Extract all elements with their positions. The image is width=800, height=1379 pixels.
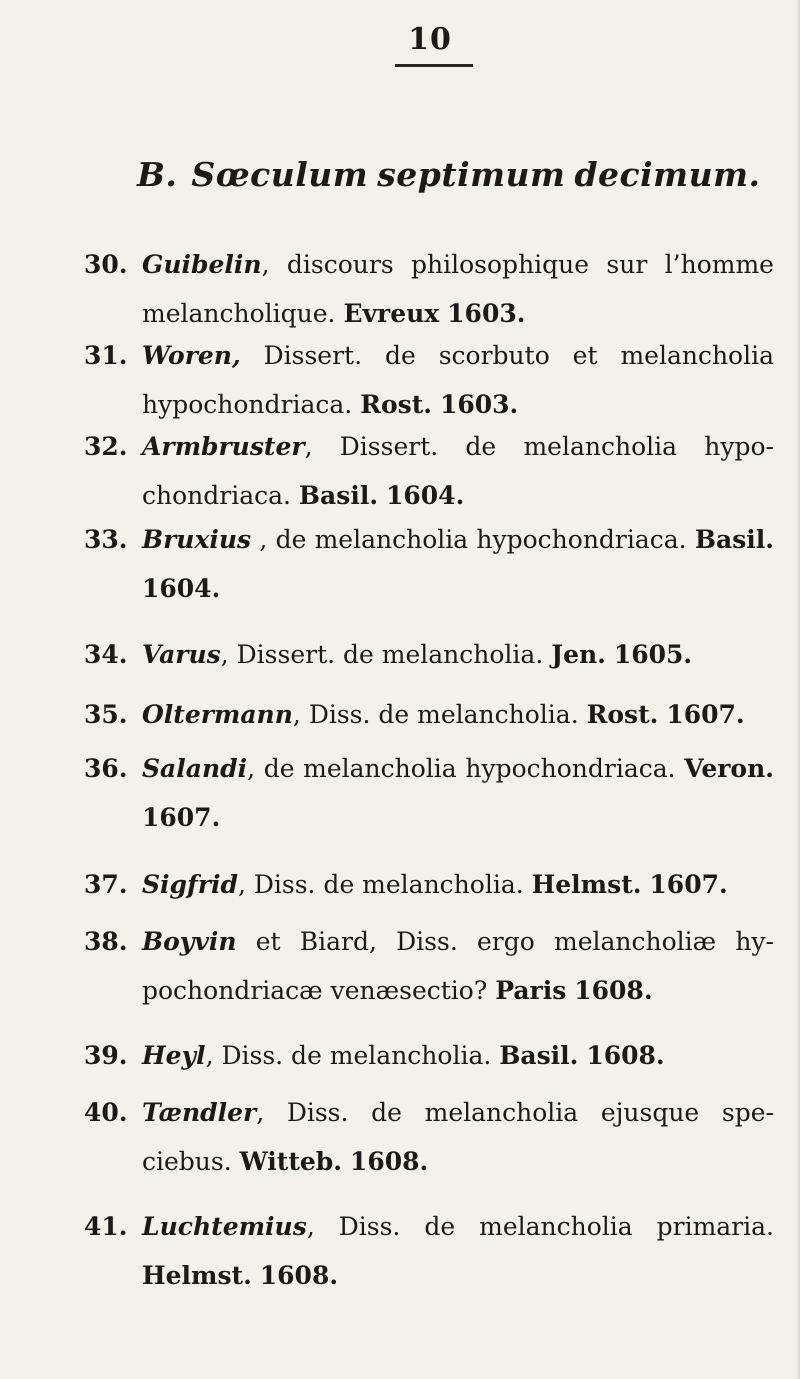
entry-title: de melancholia hypochondriaca. bbox=[275, 525, 687, 554]
entry-title: Dissert. de scorbuto et melancholia hypochondriaca. bbox=[142, 341, 774, 419]
entry-year: 1603. bbox=[439, 390, 519, 419]
entry-title: Diss. de melancholia primaria. bbox=[338, 1212, 774, 1241]
entry-number: 32. bbox=[84, 432, 128, 461]
bibliography-entry: 37. Sigfrid, Diss. de melancholia. Helmst. 1607. bbox=[84, 860, 774, 909]
entry-author: Guibelin bbox=[142, 250, 262, 279]
entry-author: Salandi bbox=[142, 754, 248, 783]
bibliography-entry: 41. Luchtemius, Diss. de melancholia primaria. Helmst. 1608. bbox=[84, 1202, 774, 1300]
entry-number: 40. bbox=[84, 1098, 128, 1127]
entry-place: Witteb. bbox=[239, 1147, 342, 1176]
entry-author: Varus bbox=[142, 640, 221, 669]
entry-year: 1605. bbox=[613, 640, 693, 669]
section-letter: B. bbox=[137, 155, 178, 194]
bibliography-entry: 36. Salandi, de melancholia hypochondriaca. Veron. 1607. bbox=[84, 744, 774, 842]
entry-title: et Biard, Diss. ergo melancholiæ hy-pochondriacæ venæsectio? bbox=[142, 927, 774, 1005]
entry-title: Diss. de melancholia. bbox=[221, 1041, 492, 1070]
entry-author: Luchtemius bbox=[142, 1212, 307, 1241]
section-word: decimum. bbox=[574, 155, 761, 194]
bibliography-entry: 39. Heyl, Diss. de melancholia. Basil. 1608. bbox=[84, 1031, 774, 1080]
entry-number: 34. bbox=[84, 640, 128, 669]
entry-number: 30. bbox=[84, 250, 128, 279]
header-rule bbox=[395, 64, 473, 67]
entry-year: 1604. bbox=[385, 481, 465, 510]
entry-number: 35. bbox=[84, 700, 128, 729]
entry-place: Rost. bbox=[586, 700, 659, 729]
section-heading bbox=[137, 155, 777, 194]
entry-author: Heyl bbox=[142, 1041, 206, 1070]
entry-title: Diss. de melancholia. bbox=[253, 870, 524, 899]
bibliography-entry bbox=[84, 917, 774, 1015]
bibliography-entry: 40. Tændler, Diss. de melancholia ejusque spe-ciebus. Witteb. 1608. bbox=[84, 1088, 774, 1186]
entry-place: Basil. bbox=[499, 1041, 579, 1070]
section-word: septimum bbox=[377, 155, 566, 194]
entry-number: 38. bbox=[84, 927, 128, 956]
entry-title: Diss. de melancholia. bbox=[308, 700, 579, 729]
entry-year: 1607. bbox=[142, 803, 221, 832]
bibliography-entry: 30. Guibelin, discours philosophique sur l’homme melancholique. Evreux 1603. bbox=[84, 240, 774, 338]
entry-author: Sigfrid bbox=[142, 870, 238, 899]
bibliography-entry: 34. Varus, Dissert. de melancholia. Jen. 1605. bbox=[84, 630, 774, 679]
entry-place: Paris bbox=[495, 976, 567, 1005]
entry-place: Jen. bbox=[551, 640, 606, 669]
entry-number: 41. bbox=[84, 1212, 128, 1241]
entry-year: 1607. bbox=[649, 870, 728, 899]
entry-title: Diss. de melancholia ejusque spe-ciebus. bbox=[142, 1098, 774, 1176]
entry-place: Rost. bbox=[360, 390, 432, 419]
bibliography-entry: 33. Bruxius , de melancholia hypochondriaca. Basil. 1604. bbox=[84, 515, 774, 613]
entry-author: Woren, bbox=[142, 341, 241, 370]
entry-author: Bruxius bbox=[142, 525, 252, 554]
entry-author: Armbruster bbox=[142, 432, 305, 461]
entry-number: 36. bbox=[84, 754, 128, 783]
entry-number: 33. bbox=[84, 525, 128, 554]
entry-year: 1608. bbox=[586, 1041, 665, 1070]
entry-number: 31. bbox=[84, 341, 128, 370]
entry-year: 1603. bbox=[447, 299, 526, 328]
bibliography-entry bbox=[84, 331, 774, 429]
entry-place: Veron. bbox=[684, 754, 774, 783]
entry-year: 1604. bbox=[142, 574, 221, 603]
entry-place: Basil. bbox=[298, 481, 379, 510]
entry-author: Oltermann bbox=[142, 700, 293, 729]
entry-title: discours philosophique sur l’homme melancholique. bbox=[142, 250, 774, 328]
entry-place: Helmst. bbox=[142, 1261, 252, 1290]
entry-number: 37. bbox=[84, 870, 128, 899]
entry-number: 39. bbox=[84, 1041, 128, 1070]
bibliography-entry: 35. Oltermann, Diss. de melancholia. Rost. 1607. bbox=[84, 690, 774, 739]
bibliography-entry: 32. Armbruster, Dissert. de melancholia hypo-chondriaca. Basil. 1604. bbox=[84, 422, 774, 520]
entry-title: Dissert. de melancholia. bbox=[236, 640, 544, 669]
entry-year: 1608. bbox=[259, 1261, 339, 1290]
entry-place: Helmst. bbox=[531, 870, 642, 899]
entry-year: 1607. bbox=[666, 700, 745, 729]
entry-author: Boyvin bbox=[142, 927, 237, 956]
entry-year: 1608. bbox=[574, 976, 653, 1005]
page-edge-shadow bbox=[796, 0, 800, 1379]
entry-title: Dissert. de melancholia hypo-chondriaca. bbox=[142, 432, 774, 510]
page-number: 10 bbox=[408, 22, 452, 57]
entry-place: Evreux bbox=[343, 299, 440, 328]
entry-place: Basil. bbox=[694, 525, 774, 554]
entry-title: de melancholia hypochondriaca. bbox=[263, 754, 676, 783]
entry-year: 1608. bbox=[349, 1147, 429, 1176]
entry-author: Tændler bbox=[142, 1098, 257, 1127]
section-word: Sœculum bbox=[191, 155, 369, 194]
